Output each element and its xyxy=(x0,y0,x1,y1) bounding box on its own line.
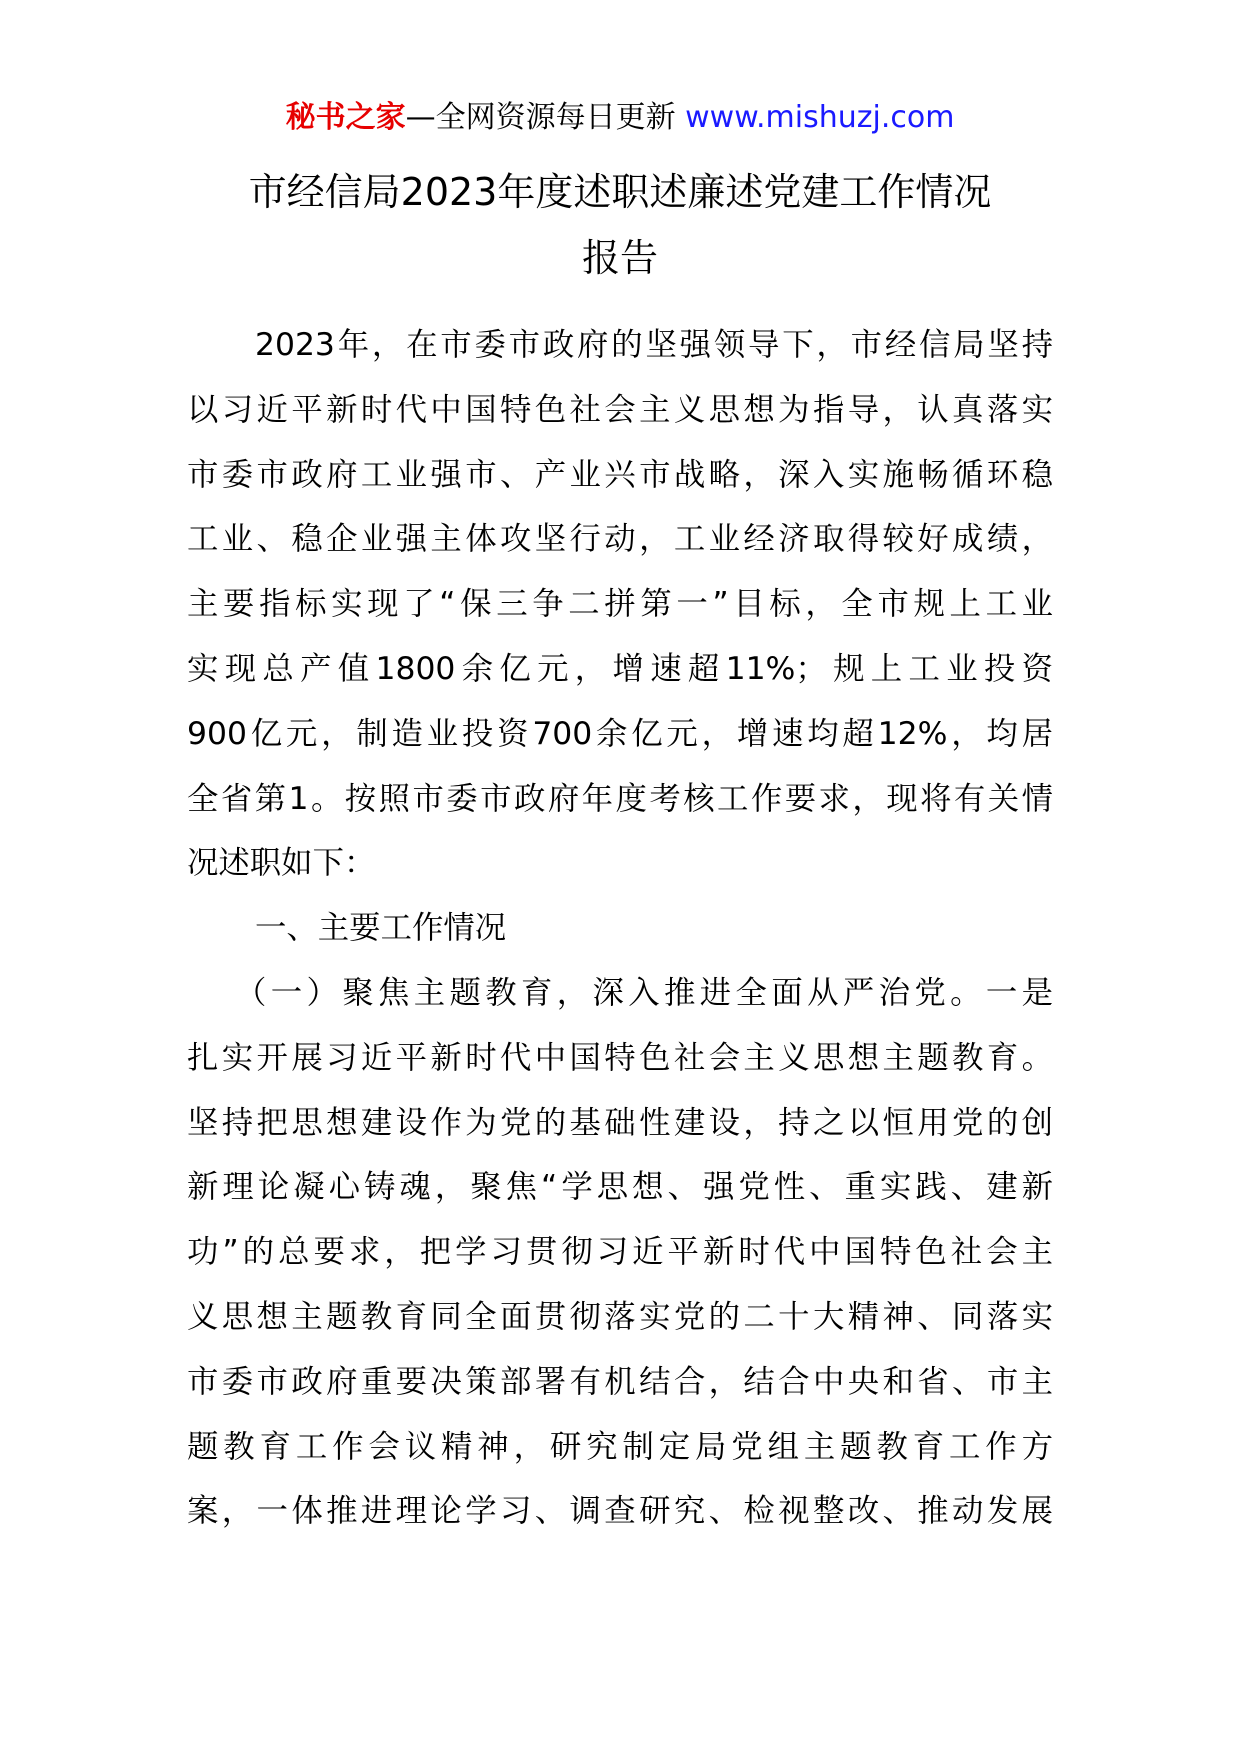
text-line: 市委市政府工业强市、产业兴市战略，深入实施畅循环稳 xyxy=(187,456,1053,493)
text-line: 以习近平新时代中国特色社会主义思想为指导，认真落实 xyxy=(187,391,1053,428)
brand-name: 秘书之家 xyxy=(285,100,406,135)
text-line: 案，一体推进理论学习、调查研究、检视整改、推动发展 xyxy=(187,1493,1053,1530)
site-url-link[interactable]: www.mishuzj.com xyxy=(685,100,955,135)
text-line: （一）聚焦主题教育，深入推进全面从严治党。一是 xyxy=(235,974,1053,1011)
text-line: 工业、稳企业强主体攻坚行动，工业经济取得较好成绩， xyxy=(187,521,1053,558)
text-line: 市委市政府重要决策部署有机结合，结合中央和省、市主 xyxy=(187,1363,1053,1400)
text-line: 全省第1。按照市委市政府年度考核工作要求，现将有关情 xyxy=(187,780,1053,817)
text-line: 功”的总要求，把学习贯彻习近平新时代中国特色社会主 xyxy=(187,1234,1053,1271)
section-heading xyxy=(187,896,1053,961)
paragraph-intro xyxy=(187,313,1053,896)
heading-main-work: 一、主要工作情况 xyxy=(255,910,507,947)
text-line: 义思想主题教育同全面贯彻落实党的二十大精神、同落实 xyxy=(187,1298,1053,1335)
text-line: 题教育工作会议精神，研究制定局党组主题教育工作方 xyxy=(187,1428,1053,1465)
site-tagline: —全网资源每日更新 xyxy=(405,100,686,135)
document-body xyxy=(187,313,1053,1544)
text-line: 坚持把思想建设作为党的基础性建设，持之以恒用党的创 xyxy=(187,1104,1053,1141)
text-line: 新理论凝心铸魂，聚焦“学思想、强党性、重实践、建新 xyxy=(187,1169,1053,1206)
document-title-line-1: 市经信局2023年度述职述廉述党建工作情况 xyxy=(248,170,992,214)
text-line: 扎实开展习近平新时代中国特色社会主义思想主题教育。 xyxy=(187,1039,1053,1076)
text-line: 主要指标实现了“保三争二拼第一”目标，全市规上工业 xyxy=(187,586,1053,623)
text-line: 900亿元，制造业投资700余亿元，增速均超12%，均居 xyxy=(187,715,1053,752)
document-title-line-2: 报告 xyxy=(581,236,658,280)
text-line: 实现总产值1800余亿元，增速超11%；规上工业投资 xyxy=(187,650,1053,687)
site-watermark-header xyxy=(0,98,1240,138)
paragraph-theme-education xyxy=(187,961,1053,1544)
text-line: 2023年，在市委市政府的坚强领导下，市经信局坚持 xyxy=(255,327,1053,363)
text-line: 况述职如下： xyxy=(187,845,376,882)
